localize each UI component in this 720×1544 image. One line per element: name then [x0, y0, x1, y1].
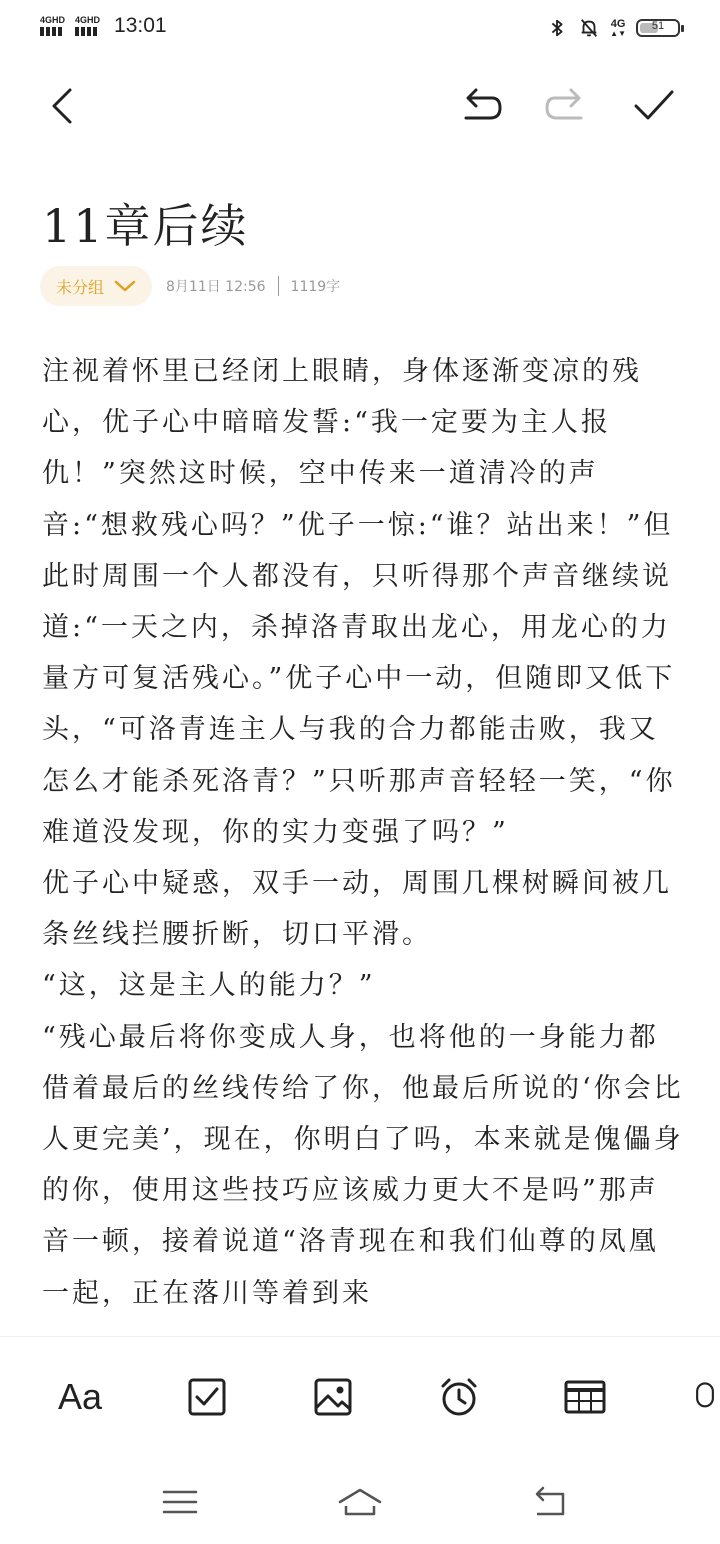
paragraph-2: 优子心中疑惑，双手一动，周围几棵树瞬间被几条丝线拦腰折断，切口平滑。 [42, 868, 672, 951]
insert-table-button[interactable] [564, 1373, 606, 1421]
word-count: 1119字 [290, 279, 341, 295]
menu-icon [158, 1480, 202, 1524]
alarm-clock-icon [438, 1376, 480, 1418]
done-button[interactable] [632, 84, 676, 128]
bluetooth-icon [546, 16, 568, 40]
reminder-button[interactable] [438, 1373, 480, 1421]
group-label: 未分组 [56, 277, 105, 297]
battery-icon [636, 19, 680, 37]
status-right [546, 14, 680, 42]
system-back-button[interactable] [527, 1480, 571, 1524]
status-bar [0, 0, 720, 56]
clock: 13:01 [114, 14, 167, 37]
signal-1-icon [40, 16, 65, 36]
table-icon [564, 1376, 606, 1418]
redo-icon [545, 84, 589, 128]
microphone-icon [690, 1376, 720, 1418]
insert-image-button[interactable] [312, 1373, 354, 1421]
status-left [40, 12, 167, 40]
mute-icon [578, 16, 600, 40]
voice-input-button[interactable] [690, 1373, 720, 1421]
group-selector[interactable] [40, 266, 152, 306]
recents-button[interactable] [158, 1480, 202, 1524]
system-nav-bar [0, 1460, 720, 1544]
note-meta [40, 266, 340, 306]
home-button[interactable] [338, 1480, 382, 1524]
undo-icon [458, 84, 502, 128]
checkbox-icon [186, 1376, 228, 1418]
chevron-down-icon [114, 279, 136, 293]
image-icon [312, 1376, 354, 1418]
network-4g-icon: 4G ▲▼ [610, 18, 626, 38]
battery-percent: 51 [651, 20, 665, 32]
signal-1-label: 4GHD [40, 15, 66, 25]
signal-2-label: 4GHD [75, 15, 101, 25]
back-button[interactable] [42, 84, 86, 128]
paragraph-3: “这，这是主人的能力？” [42, 970, 376, 1002]
editor-toolbar [0, 70, 720, 140]
font-button[interactable] [58, 1373, 102, 1421]
network-label: 4G [610, 18, 626, 30]
checkmark-icon [632, 84, 676, 128]
paragraph-4: “残心最后将你变成人身，也将他的一身能力都借着最后的丝线传给了你，他最后所说的‘你会比人更完美’，现在，你明白了吗，本来就是傀儡身的你，使用这些技巧应该威力更大不是吗”那声音一顿，接着说道“洛青现在和我们仙尊的凤凰一起，正在落川等着到来 [42, 1021, 684, 1309]
back-icon [527, 1480, 571, 1524]
meta-divider [278, 276, 279, 296]
checklist-button[interactable] [186, 1373, 228, 1421]
note-body[interactable] [42, 346, 684, 1334]
note-title[interactable]: 11章后续 [42, 199, 249, 253]
redo-button[interactable] [545, 84, 589, 128]
undo-button[interactable] [458, 84, 502, 128]
font-icon: Aa [58, 1376, 103, 1417]
note-date: 8月11日 12:56 [166, 279, 266, 295]
paragraph-1: 注视着怀里已经闭上眼睛，身体逐渐变凉的残心，优子心中暗暗发誓:“我一定要为主人报仇！”突然这时候，空中传来一道清冷的声音:“想救残心吗？”优子一惊:“谁？站出来！”但此时周围一个人都没有，只听得那个声音继续说道:“一天之内，杀掉洛青取出龙心，用龙心的力量方可复活残心。”优子心中一动，但随即又低下头，“可洛青连主人与我的合力都能击败，我又怎么才能杀死洛青？”只听那声音轻轻一笑，“你难道没发现，你的实力变强了吗？” [42, 356, 676, 848]
back-arrow-icon [42, 84, 86, 128]
signal-2-icon [75, 16, 100, 36]
format-toolbar [0, 1336, 720, 1457]
home-icon [338, 1480, 382, 1524]
